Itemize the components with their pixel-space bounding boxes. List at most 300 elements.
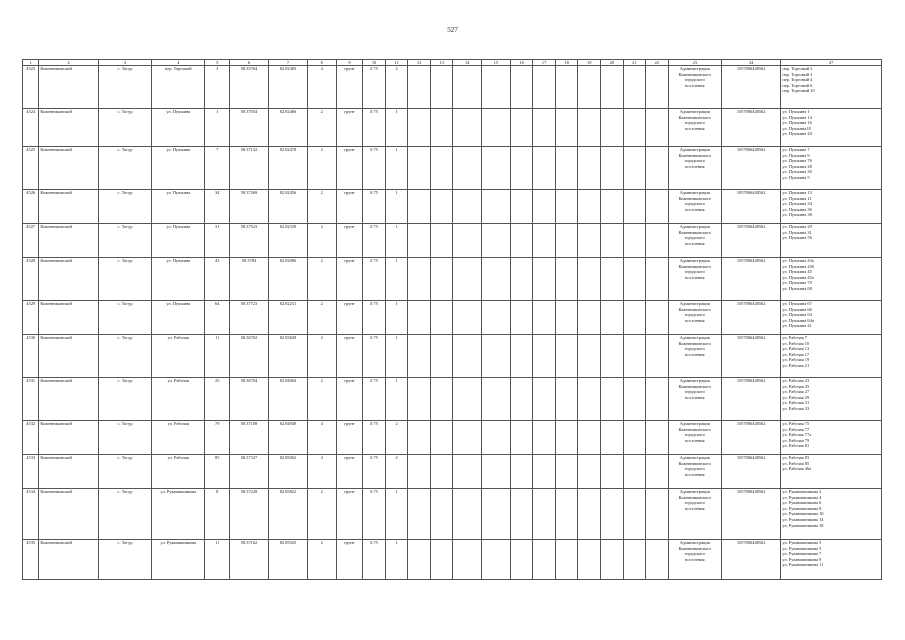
latitude-cell: 58.37523 [230,224,269,258]
column-number: 15 [482,60,511,66]
count-cell: 2 [307,489,336,540]
empty-cell [453,66,482,109]
latitude-cell: 58.37162 [230,540,269,580]
served-address: ул. Рабочая 17 [782,351,810,357]
street-cell: ул. Рабочая [152,378,205,421]
empty-cell [600,540,623,580]
area-cell: 0.75 [363,66,386,109]
served-address: ул. Рукавишникова 11 [782,562,824,568]
empty-cell [623,224,646,258]
empty-cell [482,489,511,540]
village-cell: с. Тогур [98,66,151,109]
empty-cell [555,489,578,540]
empty-cell [623,540,646,580]
empty-cell [482,109,511,147]
served-addresses-cell [781,147,882,190]
empty-cell [555,455,578,489]
latitude-cell: 58.37228 [230,489,269,540]
table-row [23,301,882,335]
organization-line: городского [684,500,705,506]
ogrn-cell: 1057006448562 [721,190,780,224]
empty-cell [533,540,556,580]
village-cell: с. Тогур [98,147,151,190]
organization-line: Кожевниковского [678,114,712,120]
served-addresses-cell [781,540,882,580]
empty-cell [533,109,556,147]
column-number: 5 [205,60,230,66]
longitude-cell: 82.82339 [268,224,307,258]
empty-cell [533,378,556,421]
empty-cell [453,147,482,190]
empty-cell [430,378,453,421]
organization-line: городского [684,120,705,126]
column-number: 4 [152,60,205,66]
organization-line: Кожевниковского [678,195,712,201]
empty-cell [578,190,601,224]
empty-cell [408,540,431,580]
served-address: ул. Рукавишникова 18 [782,522,824,528]
served-address: ул. Рабочая 79 [782,437,810,443]
empty-cell [482,421,511,455]
empty-cell [578,540,601,580]
empty-cell [510,147,533,190]
record-number: 4526 [23,190,39,224]
empty-cell [623,109,646,147]
organization-line: городского [684,432,705,438]
empty-cell [533,301,556,335]
served-address: ул. Рабочая 27 [782,389,810,395]
table-row [23,66,882,109]
district-cell: Кожевниковский [39,455,98,489]
latitude-cell: 58.36702 [230,335,269,378]
empty-cell [430,301,453,335]
longitude-cell: 82.82483 [268,66,307,109]
served-address: ул. Пушкина 68 [782,285,812,291]
house-number-cell: 11 [205,540,230,580]
latitude-cell: 58.37034 [230,109,269,147]
empty-cell [623,66,646,109]
empty-cell [555,190,578,224]
organization-line: поселения [685,556,705,562]
empty-cell [646,540,669,580]
served-addresses-cell [781,109,882,147]
empty-cell [578,421,601,455]
empty-cell [453,489,482,540]
empty-cell [408,147,431,190]
served-address: ул. Пушкина 11 [782,195,812,201]
organization-line: городского [684,269,705,275]
empty-cell [430,335,453,378]
empty-cell [600,455,623,489]
served-address: ул. Рабочая 21 [782,362,810,368]
ogrn-cell: 1057006448562 [721,109,780,147]
empty-cell [600,147,623,190]
surface-cell: грунт [336,190,363,224]
served-address: ул. Рабочая 77а [782,432,812,438]
empty-cell [623,489,646,540]
served-address: ул. Пушкина 45а [782,274,814,280]
ogrn-cell: 1057006448562 [721,489,780,540]
record-number: 4532 [23,421,39,455]
longitude-cell: 82.84940 [268,421,307,455]
empty-cell [453,258,482,301]
served-address: ул. Пушкина 29 [782,224,812,229]
column-number: 1 [23,60,39,66]
empty-cell [430,66,453,109]
served-addresses-cell [781,224,882,258]
empty-cell [430,109,453,147]
containers-cell: 2 [385,66,408,109]
area-cell: 0.75 [363,421,386,455]
empty-cell [430,147,453,190]
empty-cell [623,301,646,335]
organization-cell [668,224,721,258]
count-cell: 4 [307,421,336,455]
village-cell: с. Тогур [98,378,151,421]
served-address: ул. Пушкина 5 [782,174,810,180]
organization-line: поселения [685,505,705,511]
empty-cell [533,455,556,489]
village-cell: с. Тогур [98,190,151,224]
organization-line: Кожевниковского [678,340,712,346]
organization-line: Администрация [679,301,710,306]
column-number: 13 [430,60,453,66]
organization-cell [668,540,721,580]
district-cell: Кожевниковский [39,421,98,455]
organization-line: поселения [685,317,705,323]
organization-line: поселения [685,163,705,169]
street-cell: ул. Пушкина [152,109,205,147]
served-addresses-cell [781,66,882,109]
count-cell: 2 [307,147,336,190]
empty-cell [482,66,511,109]
organization-line: поселения [685,274,705,280]
district-cell: Кожевниковский [39,258,98,301]
count-cell: 2 [307,258,336,301]
village-cell: с. Тогур [98,455,151,489]
containers-cell: 1 [385,540,408,580]
surface-cell: грунт [336,489,363,540]
latitude-cell: 58.37723 [230,301,269,335]
area-cell: 0.75 [363,378,386,421]
empty-cell [646,109,669,147]
count-cell: 2 [307,109,336,147]
registry-body [23,60,882,580]
served-address: ул. Рабочая 85 [782,460,810,466]
served-address: ул. Пушкина 64 [782,312,812,318]
organization-line: Администрация [679,335,710,340]
served-addresses-cell [781,335,882,378]
latitude-cell: 58.35764 [230,66,269,109]
count-cell: 4 [307,66,336,109]
record-number: 4535 [23,540,39,580]
house-number-cell: 3 [205,66,230,109]
surface-cell: грунт [336,455,363,489]
empty-cell [555,378,578,421]
empty-cell [408,301,431,335]
ogrn-cell: 1057006448562 [721,455,780,489]
empty-cell [646,190,669,224]
area-cell: 0.75 [363,190,386,224]
served-addresses-cell [781,378,882,421]
street-cell: ул. Пушкина [152,224,205,258]
organization-cell [668,190,721,224]
empty-cell [408,455,431,489]
longitude-cell: 82.82456 [268,190,307,224]
organization-line: Администрация [679,190,710,195]
empty-cell [555,66,578,109]
served-address: ул. Рукавишникова 5 [782,545,822,551]
served-address: ул. Пушкина 64а [782,317,814,323]
area-cell: 0.75 [363,224,386,258]
empty-cell [453,190,482,224]
organization-line: поселения [685,125,705,131]
longitude-cell: 82.82086 [268,258,307,301]
empty-cell [430,455,453,489]
empty-cell [482,378,511,421]
longitude-cell: 82.85925 [268,540,307,580]
village-cell: с. Тогур [98,258,151,301]
served-address: ул. Рукавишникова 4 [782,494,822,500]
column-number: 7 [268,60,307,66]
empty-cell [623,335,646,378]
house-number-cell: 64 [205,301,230,335]
organization-line: Администрация [679,147,710,152]
organization-line: Администрация [679,66,710,71]
organization-line: городского [684,466,705,472]
registry-table [22,59,882,580]
containers-cell: 1 [385,335,408,378]
table-row [23,489,882,540]
empty-cell [510,489,533,540]
empty-cell [482,301,511,335]
containers-cell: 1 [385,224,408,258]
organization-line: поселения [685,82,705,88]
table-row [23,455,882,489]
containers-cell: 1 [385,378,408,421]
column-number: 9 [336,60,363,66]
district-cell: Кожевниковский [39,335,98,378]
column-number: 23 [668,60,721,66]
column-number: 11 [385,60,408,66]
empty-cell [555,224,578,258]
surface-cell: грунт [336,335,363,378]
empty-cell [430,421,453,455]
count-cell: 2 [307,301,336,335]
street-cell: ул. Рабочая [152,421,205,455]
count-cell: 2 [307,224,336,258]
empty-cell [555,301,578,335]
record-number: 4531 [23,378,39,421]
organization-cell [668,378,721,421]
table-row [23,224,882,258]
served-address: ул. Рабочая 25 [782,383,810,389]
surface-cell: грунт [336,109,363,147]
count-cell: 2 [307,335,336,378]
served-address: ул. Рукавишникова 7 [782,551,822,557]
table-row [23,421,882,455]
served-address: ул. Рукавишникова 2 [782,489,822,494]
village-cell: с. Тогур [98,540,151,580]
empty-cell [623,258,646,301]
served-address: ул. Рабочая 13 [782,346,810,352]
record-number: 4524 [23,109,39,147]
organization-line: Администрация [679,540,710,545]
empty-cell [623,147,646,190]
house-number-cell: 31 [205,224,230,258]
organization-line: поселения [685,394,705,400]
page-number: 527 [447,26,458,34]
ogrn-cell: 1057006448562 [721,301,780,335]
empty-cell [623,421,646,455]
served-address: ул. Пушкина18 [782,125,811,131]
village-cell: с. Тогур [98,421,151,455]
record-number: 4534 [23,489,39,540]
record-number: 4530 [23,335,39,378]
empty-cell [453,455,482,489]
served-address: ул. Рабочая 19 [782,357,810,363]
organization-cell [668,335,721,378]
served-address: ул. Пушкина 66 [782,306,812,312]
empty-cell [430,489,453,540]
column-number: 2 [39,60,98,66]
empty-cell [482,147,511,190]
house-number-cell: 11 [205,335,230,378]
longitude-cell: 82.82466 [268,109,307,147]
street-cell: пер. Торговый [152,66,205,109]
empty-cell [453,301,482,335]
empty-cell [430,190,453,224]
empty-cell [533,258,556,301]
street-cell: ул. Рукавишникова [152,489,205,540]
served-address: ул. Рабочая 81 [782,443,810,449]
surface-cell: грунт [336,421,363,455]
area-cell: 0.75 [363,109,386,147]
empty-cell [533,335,556,378]
served-address: пер. Торговый 2 [782,66,813,71]
organization-line: Администрация [679,421,710,426]
served-address: ул. Рабочая 77 [782,426,810,432]
empty-cell [533,190,556,224]
organization-line: поселения [685,471,705,477]
surface-cell: грунт [336,224,363,258]
served-address: ул. Рукавишникова 8 [782,505,822,511]
table-row [23,190,882,224]
served-address: ул. Рукавишникова 10 [782,511,824,517]
organization-cell [668,258,721,301]
served-address: ул. Пушкина 31 [782,229,812,235]
organization-cell [668,455,721,489]
column-number: 22 [646,60,669,66]
empty-cell [453,540,482,580]
empty-cell [623,190,646,224]
served-addresses-cell [781,258,882,301]
empty-cell [623,455,646,489]
served-address: ул. Рукавишникова 6 [782,500,822,506]
house-number-cell: 34 [205,190,230,224]
organization-line: поселения [685,240,705,246]
served-address: ул. Рабочая 7 [782,335,807,340]
area-cell: 0.75 [363,540,386,580]
column-number: 27 [781,60,882,66]
served-address: ул. Рабочая 31 [782,400,810,406]
street-cell: ул. Рабочая [152,455,205,489]
column-number: 10 [363,60,386,66]
record-number: 4527 [23,224,39,258]
column-number: 18 [555,60,578,66]
served-address: ул. Пушкина 56 [782,235,812,241]
organization-cell [668,147,721,190]
area-cell: 0.75 [363,258,386,301]
served-address: ул. Рабочая 29 [782,394,810,400]
empty-cell [533,147,556,190]
empty-cell [555,421,578,455]
surface-cell: грунт [336,258,363,301]
table-row [23,109,882,147]
organization-cell [668,109,721,147]
district-cell: Кожевниковский [39,378,98,421]
latitude-cell: 58.37327 [230,455,269,489]
longitude-cell: 82.82478 [268,147,307,190]
empty-cell [430,258,453,301]
longitude-cell: 82.85822 [268,489,307,540]
empty-cell [482,190,511,224]
empty-cell [510,455,533,489]
organization-line: городского [684,312,705,318]
area-cell: 0.75 [363,301,386,335]
count-cell: 2 [307,378,336,421]
empty-cell [600,224,623,258]
empty-cell [555,147,578,190]
empty-cell [408,224,431,258]
empty-cell [408,378,431,421]
record-number: 4529 [23,301,39,335]
empty-cell [510,421,533,455]
containers-cell: 1 [385,489,408,540]
street-cell: ул. Пушкина [152,301,205,335]
empty-cell [578,455,601,489]
containers-cell: 1 [385,190,408,224]
organization-line: Кожевниковского [678,494,712,500]
empty-cell [555,258,578,301]
record-number: 4523 [23,66,39,109]
empty-cell [510,335,533,378]
empty-cell [646,335,669,378]
served-address: ул. Пушкина 20 [782,131,812,137]
record-number: 4533 [23,455,39,489]
served-address: ул. Пушкина 14 [782,114,812,120]
organization-line: городского [684,201,705,207]
ogrn-cell: 1057006448562 [721,540,780,580]
empty-cell [578,109,601,147]
served-address: ул. Рабочая 46а [782,466,812,472]
served-address: ул. Пушкина 76 [782,158,812,164]
table-row [23,258,882,301]
empty-cell [533,66,556,109]
district-cell: Кожевниковский [39,66,98,109]
area-cell: 0.75 [363,489,386,540]
organization-line: городского [684,389,705,395]
column-number: 6 [230,60,269,66]
empty-cell [646,147,669,190]
house-number-cell: 7 [205,147,230,190]
empty-cell [600,258,623,301]
organization-line: Кожевниковского [678,229,712,235]
ogrn-cell: 1057006448562 [721,335,780,378]
served-address: ул. Рукавишникова 3 [782,540,822,545]
table-row [23,335,882,378]
column-number: 24 [721,60,780,66]
